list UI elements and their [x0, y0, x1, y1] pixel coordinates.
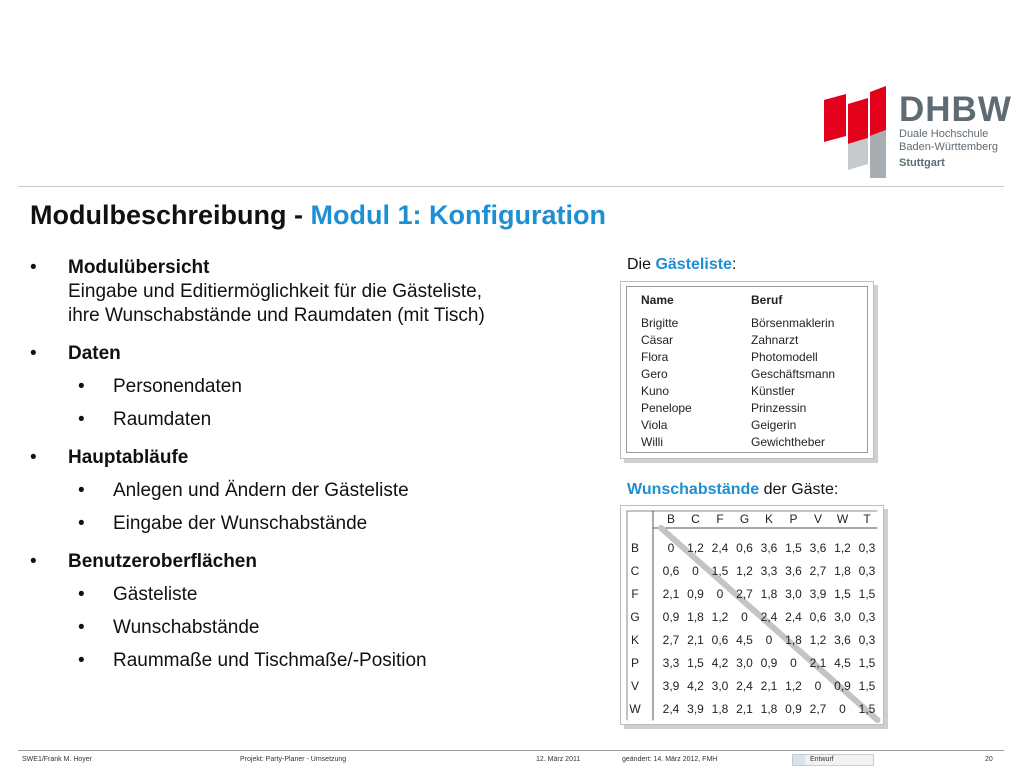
matrix-col-header: V: [813, 512, 823, 526]
guest-name-cell: Brigitte: [641, 316, 679, 330]
matrix-cell: 3,9: [809, 587, 827, 601]
bullet-icon: •: [78, 513, 85, 534]
matrix-cell: 1,5: [858, 587, 876, 601]
guest-label-pre: Die: [627, 256, 656, 273]
section-heading: Modulübersicht: [68, 257, 210, 278]
matrix-cell: 0,9: [834, 679, 851, 693]
sub-bullet-row: [30, 649, 600, 673]
matrix-cell: 3,6: [760, 541, 778, 555]
matrix-cell: 2,1: [687, 633, 704, 647]
footer-page-number: 20: [985, 756, 993, 763]
guest-label-post: :: [731, 256, 737, 273]
matrix-cell: 0,6: [809, 610, 827, 624]
matrix-row-header: K: [630, 633, 640, 647]
matrix-col-header: K: [764, 512, 774, 526]
matrix-cell: 2,4: [736, 679, 753, 693]
matrix-row-header: G: [630, 610, 640, 624]
sub-item: Eingabe der Wunschabstände: [113, 513, 368, 534]
dhbw-logo: [824, 86, 1012, 178]
matrix-cell: 0: [839, 702, 846, 716]
matrix-col-header: B: [666, 512, 676, 526]
matrix-cell: 0,3: [858, 610, 876, 624]
matrix-cell: 2,7: [809, 702, 827, 716]
matrix-cell: 3,0: [711, 679, 729, 693]
matrix-cell: 4,5: [834, 656, 851, 670]
sub-item: Gästeliste: [113, 584, 198, 605]
matrix-col-header: F: [716, 512, 724, 526]
matrix-col-header: C: [691, 512, 700, 526]
sub-bullet-row: [30, 512, 600, 536]
logo-line-2: Baden-Württemberg: [899, 141, 999, 153]
guest-label-accent: Gästeliste: [655, 256, 732, 273]
matrix-cell: 2,7: [809, 564, 827, 578]
matrix-cell: 1,8: [687, 610, 704, 624]
matrix-cell: 3,6: [809, 541, 827, 555]
matrix-cell: 2,4: [662, 702, 680, 716]
matrix-cell: 3,3: [760, 564, 778, 578]
section-description-line: ihre Wunschabstände und Raumdaten (mit Tisch): [68, 305, 485, 326]
matrix-label-accent: Wunschabstände: [627, 481, 760, 498]
matrix-col-header: P: [789, 512, 798, 526]
section-moduluebersicht: [30, 256, 600, 328]
matrix-cell: 2,1: [662, 587, 680, 601]
guest-job-cell: Geigerin: [751, 418, 797, 432]
matrix-row-header: P: [630, 656, 640, 670]
guest-name-cell: Penelope: [641, 401, 692, 415]
matrix-col-header: G: [739, 512, 750, 526]
matrix-cell: 1,5: [858, 679, 876, 693]
guest-name-cell: Kuno: [641, 384, 670, 398]
matrix-cell: 1,2: [785, 679, 802, 693]
dhbw-logo-text: [899, 92, 1012, 170]
guest-name-cell: Viola: [641, 418, 668, 432]
bullet-icon: •: [78, 409, 85, 430]
bullet-row: [30, 256, 600, 328]
matrix-cell: 1,8: [834, 564, 851, 578]
guest-name-cell: Willi: [641, 435, 663, 449]
logo-city: Stuttgart: [899, 157, 945, 169]
matrix-cell: 0,6: [736, 541, 753, 555]
matrix-cell: 1,8: [760, 587, 778, 601]
section-benutzeroberflaechen: [30, 550, 600, 673]
matrix-cell: 2,4: [785, 610, 802, 624]
guest-job-cell: Prinzessin: [751, 401, 807, 415]
matrix-cell: 3,6: [785, 564, 802, 578]
sub-item: Raumdaten: [113, 409, 212, 430]
matrix-cell: 0,3: [858, 633, 876, 647]
matrix-cell: 0: [765, 633, 773, 647]
matrix-cell: 0: [790, 656, 797, 670]
matrix-cell: 0,9: [785, 702, 802, 716]
matrix-cell: 3,0: [785, 587, 802, 601]
section-heading: Daten: [68, 343, 121, 364]
matrix-cell: 3,6: [834, 633, 851, 647]
matrix-col-header: T: [863, 512, 871, 526]
distance-matrix-image: [620, 505, 884, 725]
logo-brand: DHBW: [899, 90, 1012, 129]
content-left: [30, 256, 600, 687]
bullet-icon: •: [30, 447, 37, 468]
matrix-cell: 4,2: [687, 679, 704, 693]
matrix-cell: 3,0: [834, 610, 851, 624]
bullet-row: [30, 446, 600, 470]
guest-job-cell: Zahnarzt: [751, 333, 799, 347]
bullet-icon: •: [78, 650, 85, 671]
section-heading: Benutzeroberflächen: [68, 551, 257, 572]
footer-author: SWE1/Frank M. Hoyer: [22, 756, 93, 763]
matrix-cell: 2,1: [760, 679, 778, 693]
matrix-cell: 1,5: [785, 541, 802, 555]
matrix-cell: 0: [741, 610, 748, 624]
footer-changed: geändert: 14. März 2012, FMH: [622, 756, 718, 763]
sub-bullet-row: [30, 583, 600, 607]
distance-matrix-svg: [621, 506, 883, 724]
matrix-cell: 0,6: [711, 633, 729, 647]
matrix-label-post: der Gäste:: [759, 481, 839, 498]
guest-list-label: [627, 256, 736, 274]
sub-bullet-row: [30, 375, 600, 399]
matrix-cell: 4,2: [711, 656, 729, 670]
matrix-cell: 0: [667, 541, 675, 555]
matrix-cell: 2,7: [662, 633, 680, 647]
matrix-row-header: F: [631, 587, 639, 601]
matrix-cell: 3,3: [662, 656, 680, 670]
matrix-cell: 1,2: [809, 633, 827, 647]
matrix-cell: 2,7: [736, 587, 753, 601]
title-accent: Modul 1: Konfiguration: [310, 200, 606, 230]
guest-header-beruf: Beruf: [751, 293, 783, 307]
matrix-cell: 3,9: [687, 702, 704, 716]
bullet-icon: •: [30, 257, 37, 278]
sub-item: Wunschabstände: [113, 617, 260, 638]
matrix-cell: 1,5: [834, 587, 851, 601]
footer-divider: [18, 750, 1004, 751]
matrix-cell: 3,0: [736, 656, 753, 670]
bullet-icon: •: [78, 617, 85, 638]
bullet-icon: •: [78, 584, 85, 605]
matrix-cell: 1,8: [711, 702, 729, 716]
footer-project: Projekt: Party-Planer - Umsetzung: [240, 756, 347, 763]
matrix-cell: 1,5: [687, 656, 704, 670]
bullet-icon: •: [30, 551, 37, 572]
footer-status: Entwurf: [810, 756, 834, 763]
matrix-cell: 1,5: [858, 702, 876, 716]
guest-job-cell: Künstler: [751, 384, 796, 398]
matrix-col-header: W: [836, 512, 849, 526]
bullet-row: [30, 550, 600, 574]
bullet-icon: •: [78, 376, 85, 397]
matrix-cell: 3,9: [662, 679, 680, 693]
sub-item: Anlegen und Ändern der Gästeliste: [113, 480, 409, 501]
sub-item: Personendaten: [113, 376, 242, 397]
matrix-cell: 0: [692, 564, 699, 578]
guest-job-cell: Gewichtheber: [751, 435, 826, 449]
guest-list-image: [620, 281, 874, 459]
sub-bullet-row: [30, 479, 600, 503]
guest-name-cell: Flora: [641, 350, 669, 364]
status-swatch: [793, 755, 805, 765]
section-daten: [30, 342, 600, 432]
matrix-cell: 0,3: [858, 564, 876, 578]
matrix-cell: 1,5: [858, 656, 876, 670]
guest-header-name: Name: [641, 293, 674, 307]
sub-bullet-row: [30, 616, 600, 640]
section-heading: Hauptabläufe: [68, 447, 189, 468]
bullet-icon: •: [30, 343, 37, 364]
guest-job-cell: Photomodell: [751, 350, 818, 364]
guest-name-cell: Gero: [641, 367, 668, 381]
section-hauptablaeufe: [30, 446, 600, 536]
bullet-row: [30, 342, 600, 366]
section-description-line: Eingabe und Editiermöglichkeit für die Gästeliste,: [68, 281, 483, 302]
guest-name-cell: Cäsar: [641, 333, 674, 347]
matrix-cell: 1,2: [834, 541, 851, 555]
matrix-cell: 1,2: [687, 541, 704, 555]
matrix-cell: 0: [814, 679, 822, 693]
matrix-cell: 1,8: [785, 633, 802, 647]
matrix-cell: 1,5: [711, 564, 729, 578]
guest-job-cell: Geschäftsmann: [751, 367, 836, 381]
logo-line-1: Duale Hochschule: [899, 128, 989, 140]
matrix-cell: 2,1: [809, 656, 827, 670]
matrix-cell: 1,2: [736, 564, 753, 578]
matrix-row-header: V: [630, 679, 640, 693]
matrix-cell: 0,6: [662, 564, 680, 578]
matrix-label: [627, 481, 838, 499]
matrix-row-header: C: [630, 564, 640, 578]
matrix-cell: 4,5: [736, 633, 753, 647]
footer-date: 12. März 2011: [536, 756, 581, 763]
matrix-cell: 0,9: [687, 587, 704, 601]
matrix-row-header: B: [630, 541, 640, 555]
matrix-row-header: W: [629, 702, 641, 716]
matrix-cell: 2,4: [711, 541, 729, 555]
slide-title: [30, 200, 606, 231]
dhbw-logo-mark: [824, 86, 899, 178]
sub-bullet-row: [30, 408, 600, 432]
matrix-cell: 1,2: [711, 610, 729, 624]
title-main: Modulbeschreibung -: [30, 200, 303, 230]
sub-item: Raummaße und Tischmaße/-Position: [113, 650, 427, 671]
matrix-cell: 0,3: [858, 541, 876, 555]
bullet-icon: •: [78, 480, 85, 501]
matrix-cell: 0,9: [662, 610, 680, 624]
header-divider: [18, 186, 1004, 187]
matrix-cell: 2,1: [736, 702, 753, 716]
matrix-cell: 1,8: [760, 702, 778, 716]
guest-job-cell: Börsenmaklerin: [751, 316, 835, 330]
matrix-cell: 2,4: [760, 610, 778, 624]
matrix-cell: 0,9: [760, 656, 778, 670]
matrix-cell: 0: [716, 587, 724, 601]
